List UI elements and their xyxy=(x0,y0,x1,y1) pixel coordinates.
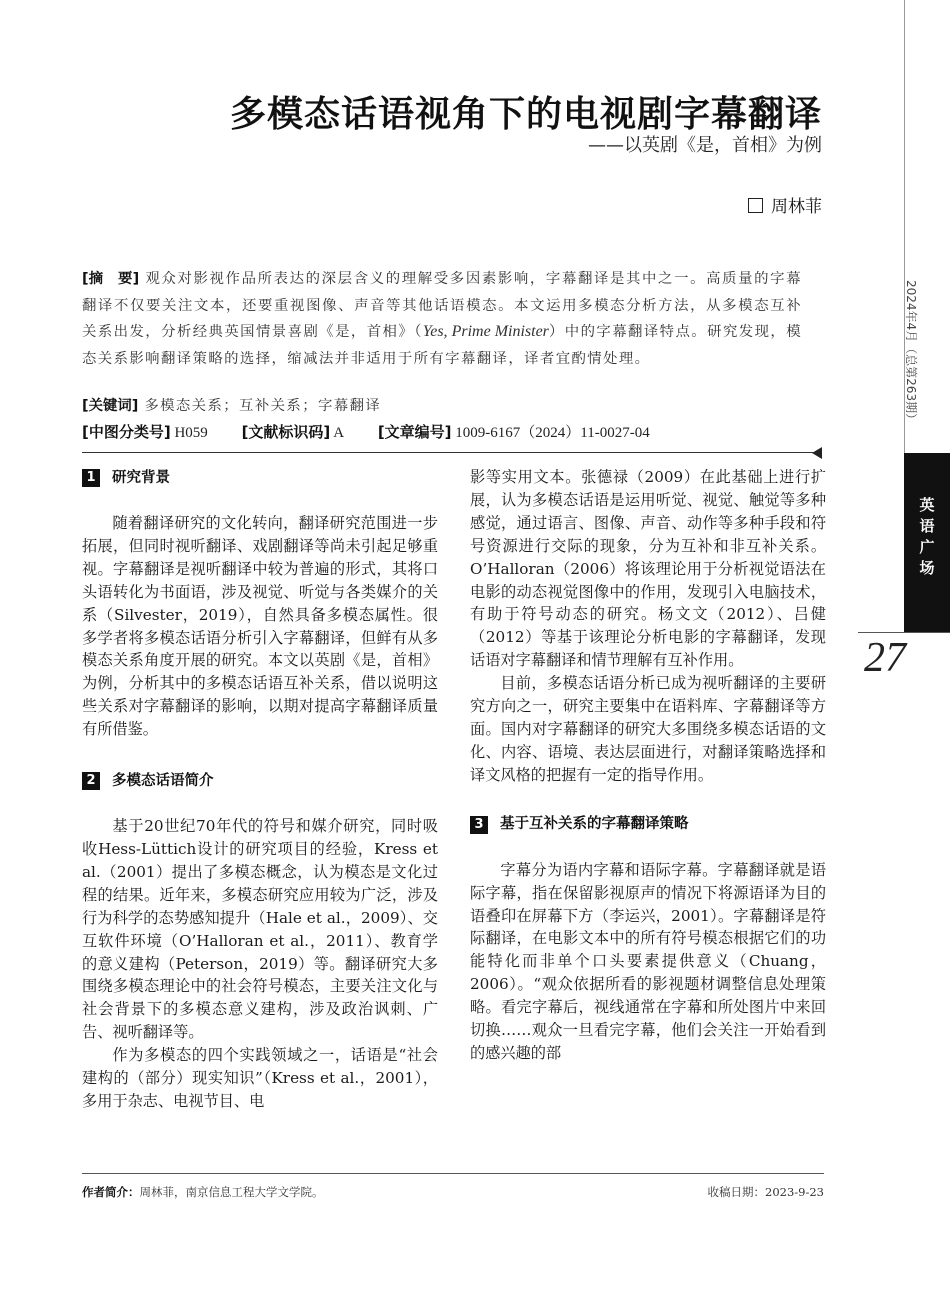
section-heading xyxy=(470,813,826,837)
right-column xyxy=(470,466,826,1065)
section-number: 2 xyxy=(82,772,100,790)
article-no-value: 1009-6167（2024）11-0027-04 xyxy=(455,425,650,441)
body-paragraph: 目前，多模态话语分析已成为视听翻译的主要研究方向之一，研究主要集中在语料库、字幕翻译等方面。国内对字幕翻译的研究大多围绕多模态话语的文化、内容、语境、表达层面进行，对翻译策略选择和译文风格的把握有一定的指导作用。 xyxy=(470,674,826,784)
article-no-label: [文章编号] xyxy=(377,423,452,441)
section-title: 研究背景 xyxy=(112,469,170,486)
header-divider xyxy=(82,452,817,453)
abstract xyxy=(82,266,802,372)
section-title: 多模态话语简介 xyxy=(112,772,214,789)
author-note-label: 作者简介： xyxy=(82,1185,140,1199)
section-number: 1 xyxy=(82,469,100,487)
left-column xyxy=(82,466,438,1113)
triangle-marker-icon xyxy=(812,447,822,459)
clc-value: H059 xyxy=(174,425,208,441)
section-heading xyxy=(82,466,438,490)
section-title: 基于互补关系的字幕翻译策略 xyxy=(500,816,689,833)
author-name: 周林菲 xyxy=(771,197,822,217)
body-paragraph: 随着翻译研究的文化转向，翻译研究范围进一步拓展，但同时视听翻译、戏剧翻译等尚未引起足够重视。字幕翻译是视听翻译中较为普遍的形式，其将口头语转化为书面语，涉及视觉、听觉与各类媒介的关系（Silvester，2019），自然具备多模态属性。很多学者将多模态话语分析引入字幕翻译，但鲜有从多模态关系角度开展的研究。本文以英剧《是，首相》为例，分析其中的多模态话语互补关系，借以说明这些关系对字幕翻译的影响，以期对提高字幕翻译质量有所借鉴。 xyxy=(82,514,438,739)
article-title: 多模态话语视角下的电视剧字幕翻译 xyxy=(229,94,822,135)
author-line xyxy=(748,192,822,217)
clc-label: [中图分类号] xyxy=(82,423,171,441)
issue-date: 2024年4月（总第263期） xyxy=(904,280,918,426)
keywords-text: 多模态关系；互补关系；字幕翻译 xyxy=(144,398,382,414)
page-number: 27 xyxy=(864,635,906,681)
doc-code-label: [文献标识码] xyxy=(241,423,331,441)
footer-divider xyxy=(82,1173,824,1174)
classification-line xyxy=(82,421,680,442)
section-tab-label: 英语广场 xyxy=(919,496,935,577)
doc-code-value: A xyxy=(333,425,345,441)
abstract-english-title: Yes, Prime Minister xyxy=(422,323,549,340)
author-note xyxy=(82,1184,324,1200)
author-note-text: 周林菲，南京信息工程大学文学院。 xyxy=(139,1185,324,1199)
abstract-text-end: ）中的字幕翻译特点。研究发现，模态关系影响翻译策略的选择，缩减法并非适用于所有字幕翻译，译者宜酌情处理。 xyxy=(82,324,802,367)
article-subtitle: ——以英剧《是，首相》为例 xyxy=(588,135,822,156)
received-date: 收稿日期：2023-9-23 xyxy=(707,1185,824,1199)
page-number-rule xyxy=(858,632,950,633)
abstract-text: 观众对影视作品所表达的深层含义的理解受多因素影响，字幕翻译是其中之一。高质量的字幕翻译不仅要关注文本，还要重视图像、声音等其他话语模态。本文运用多模态分析方法，从多模态互补关系出发，分析经典英国情景喜剧《是，首相》（ xyxy=(82,271,802,340)
square-icon xyxy=(748,198,763,213)
keywords-label: [关键词] xyxy=(82,398,139,414)
body-paragraph: 影等实用文本。张德禄（2009）在此基础上进行扩展，认为多模态话语是运用听觉、视觉、触觉等多种感觉，通过语言、图像、声音、动作等多种手段和符号资源进行交际的现象，分为互补和非互补关系。O’Halloran（2006）将该理论用于分析视觉语法在电影的动态视觉图像中的作用，发现引入电脑技术，有助于符号动态的研究。杨文文（2012）、吕健（2012）等基于该理论分析电影的字幕翻译，发现话语对字幕翻译和情节理解有互补作用。 xyxy=(470,468,826,670)
body-paragraph: 字幕分为语内字幕和语际字幕。字幕翻译就是语际字幕，指在保留影视原声的情况下将源语译为目的语叠印在屏幕下方（李运兴，2001）。字幕翻译是符际翻译，在电影文本中的所有符号模态根据它们的功能特化而非单个口头要素提供意义（Chuang，2006）。“观众依据所看的影视题材调整信息处理策略。看完字幕后，视线通常在字幕和所处图片中来回切换……观众一旦看完字幕，他们会关注一开始看到的感兴趣的部 xyxy=(470,860,826,1062)
section-heading xyxy=(82,769,438,793)
body-paragraph: 作为多模态的四个实践领域之一，话语是“社会建构的（部分）现实知识”（Kress et al.，2001），多用于杂志、电视节目、电 xyxy=(82,1046,438,1110)
abstract-label: [摘 要] xyxy=(82,271,140,287)
keywords xyxy=(82,394,381,415)
section-tab xyxy=(904,453,950,633)
section-number: 3 xyxy=(470,816,488,834)
body-paragraph: 基于20世纪70年代的符号和媒介研究，同时吸收Hess-Lüttich设计的研究项目的经验，Kress et al.（2001）提出了多模态概念，认为模态是文化过程的结果。近年来，多模态研究应用较为广泛，涉及行为科学的态势感知提升（Hale et al.，2009）、交互软件环境（O’Halloran et al.，2011）、教育学的意义建构（Peterson，2019）等。翻译研究大多围绕多模态理论中的社会符号模态，主要关注文化与社会背景下的多模态意义建构，涉及政治讽刺、广告、视听翻译等。 xyxy=(82,817,438,1042)
